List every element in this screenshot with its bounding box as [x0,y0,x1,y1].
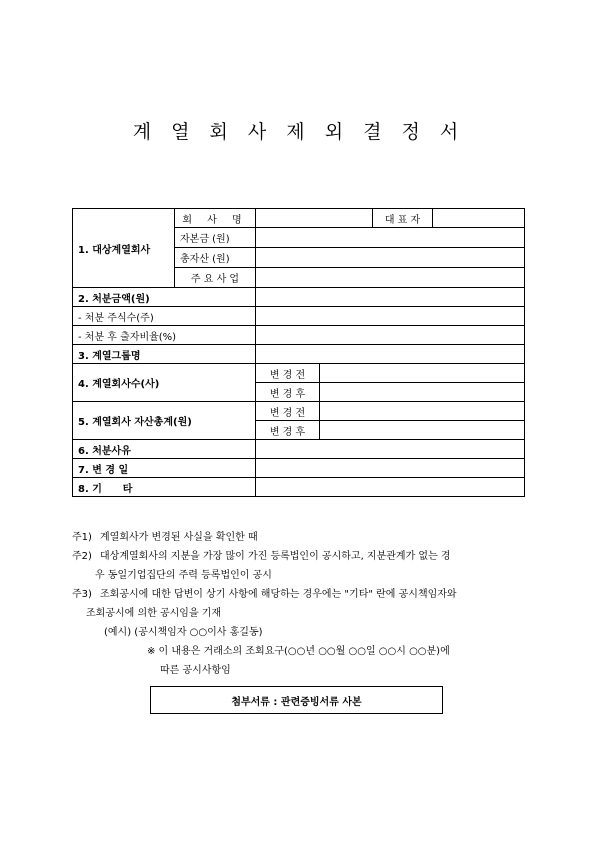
ownership-ratio-label: - 처분 후 출자비율(%) [73,326,256,345]
note-text: 대상계열회사의 지분을 가장 많이 가진 등록법인이 공시하고, 지분관계가 없는 경 [100,551,451,562]
disposal-shares-field[interactable] [256,307,525,326]
star-note-continued: 따른 공시사항임 [160,665,231,676]
change-date-label: 7. 변 경 일 [73,459,256,478]
ownership-ratio-field[interactable] [256,326,525,345]
affiliate-count-label: 4. 계열회사수(사) [73,364,256,402]
note-2 [72,547,527,566]
total-assets-sum-label: 5. 계열회사 자산총계(원) [73,402,256,440]
affiliate-count-before-field[interactable] [320,364,525,383]
capital-label: 자본금 (원) [175,228,256,248]
disposal-shares-label: - 처분 주식수(주) [73,307,256,326]
total-assets-field[interactable] [256,248,525,268]
affiliate-count-before-label: 변 경 전 [256,364,320,383]
total-assets-after-label: 변 경 후 [256,421,320,440]
section1-label: 1. 대상계열회사 [73,209,175,288]
affiliate-count-after-field[interactable] [320,383,525,402]
other-field[interactable] [256,478,525,497]
disposal-reason-field[interactable] [256,440,525,459]
group-name-label: 3. 계열그룹명 [73,345,256,364]
note-text-continued: 우 동일기업집단의 주력 등록법인이 공시 [95,570,272,581]
document-title: 계 열 회 사 제 외 결 정 서 [132,121,463,143]
representative-label: 대 표 자 [373,209,433,228]
note-number: 주2) [72,551,92,562]
group-name-field[interactable] [256,345,525,364]
note-number: 주3) [72,589,92,600]
example-line: (예시) (공시책임자 ○○이사 홍길동) [104,627,263,638]
disposal-amount-field[interactable] [256,288,525,307]
main-business-label: 주 요 사 업 [175,268,256,288]
note-text: 조회공시에 대한 답변이 상기 사항에 해당하는 경우에는 "기타" 란에 공시책임자와 [100,589,457,600]
company-name-label: 회 사 명 [175,209,256,228]
total-assets-before-field[interactable] [320,402,525,421]
total-assets-label: 총자산 (원) [175,248,256,268]
notes [72,528,527,680]
note-number: 주1) [72,532,92,543]
form-table [72,208,525,497]
attachment-box: 첨부서류 : 관련증빙서류 사본 [150,686,443,714]
note-1 [72,528,527,547]
total-assets-before-label: 변 경 전 [256,402,320,421]
capital-field[interactable] [256,228,525,248]
company-name-field[interactable] [256,209,373,228]
disposal-reason-label: 6. 처분사유 [73,440,256,459]
disposal-amount-label: 2. 처분금액(원) [73,288,256,307]
note-text: 계열회사가 변경된 사실을 확인한 때 [100,532,258,543]
affiliate-count-after-label: 변 경 후 [256,383,320,402]
other-label: 8. 기 타 [73,478,256,497]
representative-field[interactable] [433,209,525,228]
star-note: ※ 이 내용은 거래소의 조회요구(○○년 ○○월 ○○일 ○○시 ○○분)에 [147,646,450,657]
change-date-field[interactable] [256,459,525,478]
main-business-field[interactable] [256,268,525,288]
note-3 [72,585,527,604]
note-text-continued: 조회공시에 의한 공시임을 기재 [86,608,222,619]
total-assets-after-field[interactable] [320,421,525,440]
